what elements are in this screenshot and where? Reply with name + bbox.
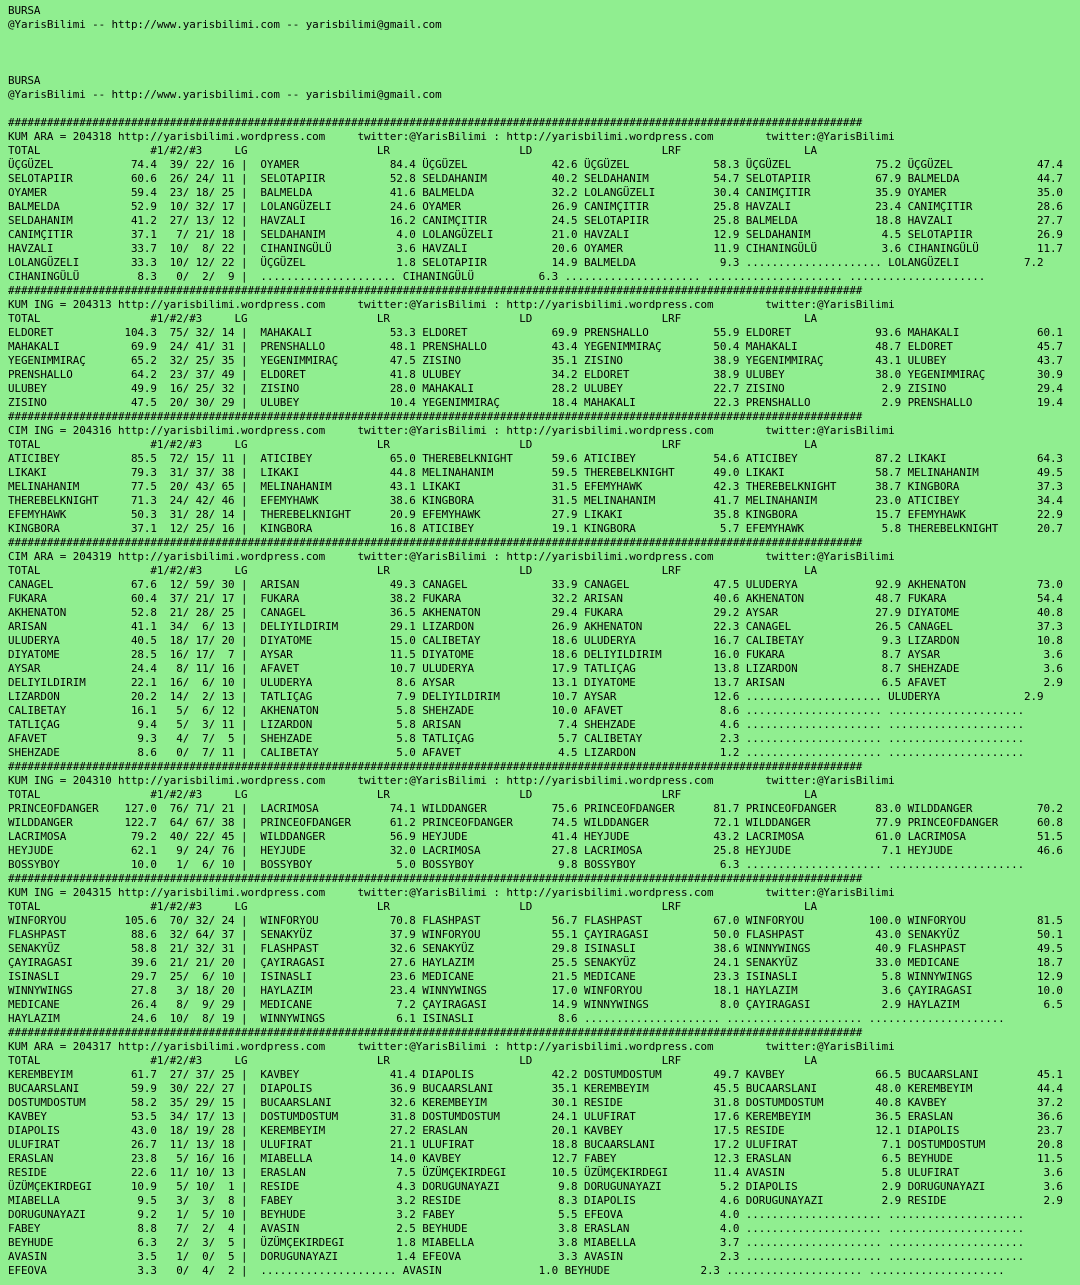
column-header-line: TOTAL #1/#2/#3 LG LR LD LRF LA: [8, 564, 817, 577]
table-row: MAHAKALI 69.9 24/ 41/ 31 | PRENSHALLO 48.1 PRENSHALLO 43.4 YEGENIMMIRAÇ 50.4 MAHAKALI 48.7 ELDORET 45.7: [8, 340, 1063, 353]
table-row: LACRIMOSA 79.2 40/ 22/ 45 | WILDDANGER 56.9 HEYJUDE 41.4 HEYJUDE 43.2 LACRIMOSA 61.0 LACRIMOSA 51.5: [8, 830, 1063, 843]
table-row: FABEY 8.8 7/ 2/ 4 | AVASIN 2.5 BEYHUDE 3.8 ERASLAN 4.0 ..................... .....................: [8, 1222, 1025, 1235]
table-row: ATICIBEY 85.5 72/ 15/ 11 | ATICIBEY 65.0 THEREBELKNIGHT 59.6 ATICIBEY 54.6 ATICIBEY 87.2 LIKAKI 64.3: [8, 452, 1063, 465]
column-header-line: TOTAL #1/#2/#3 LG LR LD LRF LA: [8, 438, 817, 451]
race-header-line: CIM ING = 204316 http://yarisbilimi.wordpress.com twitter:@YarisBilimi : http://yarisbilimi.wordpress.com twitter:@YarisBilimi: [8, 424, 895, 437]
table-row: SENAKYÜZ 58.8 21/ 32/ 31 | FLASHPAST 32.6 SENAKYÜZ 29.8 ISINASLI 38.6 WINNYWINGS 40.9 FLASHPAST 49.5: [8, 942, 1063, 955]
table-row: HAVZALI 33.7 10/ 8/ 22 | CIHANINGÜLÜ 3.6 HAVZALI 20.6 OYAMER 11.9 CIHANINGÜLÜ 3.6 CIHANINGÜLÜ 11.7: [8, 242, 1063, 255]
column-header-line: TOTAL #1/#2/#3 LG LR LD LRF LA: [8, 900, 817, 913]
table-row: DIAPOLIS 43.0 18/ 19/ 28 | KEREMBEYIM 27.2 ERASLAN 20.1 KAVBEY 17.5 RESIDE 12.1 DIAPOLIS 23.7: [8, 1124, 1063, 1137]
separator-line: ####################################################################################################################################: [8, 1026, 863, 1039]
table-row: ÜZÜMÇEKIRDEGI 10.9 5/ 10/ 1 | RESIDE 4.3 DORUGUNAYAZI 9.8 DORUGUNAYAZI 5.2 DIAPOLIS 2.9 DORUGUNAYAZI 3.6: [8, 1180, 1063, 1193]
table-row: WINNYWINGS 27.8 3/ 18/ 20 | HAYLAZIM 23.4 WINNYWINGS 17.0 WINFORYOU 18.1 HAYLAZIM 3.6 ÇAYIRAGASI 10.0: [8, 984, 1063, 997]
race-header-line: KUM ARA = 204317 http://yarisbilimi.wordpress.com twitter:@YarisBilimi : http://yarisbilimi.wordpress.com twitter:@YarisBilimi: [8, 1040, 895, 1053]
table-row: BALMELDA 52.9 10/ 32/ 17 | LOLANGÜZELI 24.6 OYAMER 26.9 CANIMÇITIR 25.8 HAVZALI 23.4 CANIMÇITIR 28.6: [8, 200, 1063, 213]
text-line: BURSA: [8, 4, 41, 17]
table-row: OYAMER 59.4 23/ 18/ 25 | BALMELDA 41.6 BALMELDA 32.2 LOLANGÜZELI 30.4 CANIMÇITIR 35.9 OYAMER 35.0: [8, 186, 1063, 199]
table-row: THEREBELKNIGHT 71.3 24/ 42/ 46 | EFEMYHAWK 38.6 KINGBORA 31.5 MELINAHANIM 41.7 MELINAHANIM 23.0 ATICIBEY 34.4: [8, 494, 1063, 507]
table-row: ISINASLI 29.7 25/ 6/ 10 | ISINASLI 23.6 MEDICANE 21.5 MEDICANE 23.3 ISINASLI 5.8 WINNYWINGS 12.9: [8, 970, 1063, 983]
table-row: RESIDE 22.6 11/ 10/ 13 | ERASLAN 7.5 ÜZÜMÇEKIRDEGI 10.5 ÜZÜMÇEKIRDEGI 11.4 AVASIN 5.8 ULUFIRAT 3.6: [8, 1166, 1063, 1179]
column-header-line: TOTAL #1/#2/#3 LG LR LD LRF LA: [8, 1054, 817, 1067]
blank-line: [8, 32, 1080, 46]
table-row: WILDDANGER 122.7 64/ 67/ 38 | PRINCEOFDANGER 61.2 PRINCEOFDANGER 74.5 WILDDANGER 72.1 WILDDANGER 77.9 PRINCEOFDANGER 60.8: [8, 816, 1063, 829]
table-row: BUCAARSLANI 59.9 30/ 22/ 27 | DIAPOLIS 36.9 BUCAARSLANI 35.1 KEREMBEYIM 45.5 BUCAARSLANI 48.0 KEREMBEYIM 44.4: [8, 1082, 1063, 1095]
table-row: ÇAYIRAGASI 39.6 21/ 21/ 20 | ÇAYIRAGASI 27.6 HAYLAZIM 25.5 SENAKYÜZ 24.1 SENAKYÜZ 33.0 MEDICANE 18.7: [8, 956, 1063, 969]
race-header-line: KUM ING = 204310 http://yarisbilimi.wordpress.com twitter:@YarisBilimi : http://yarisbilimi.wordpress.com twitter:@YarisBilimi: [8, 774, 895, 787]
blank-line: [8, 102, 1080, 116]
race-header-line: KUM ING = 204315 http://yarisbilimi.wordpress.com twitter:@YarisBilimi : http://yarisbilimi.wordpress.com twitter:@YarisBilimi: [8, 886, 895, 899]
table-row: SELOTAPIIR 60.6 26/ 24/ 11 | SELOTAPIIR 52.8 SELDAHANIM 40.2 SELDAHANIM 54.7 SELOTAPIIR 67.9 BALMELDA 44.7: [8, 172, 1063, 185]
table-row: HAYLAZIM 24.6 10/ 8/ 19 | WINNYWINGS 6.1 ISINASLI 8.6 ..................... ..................... .....................: [8, 1012, 1005, 1025]
table-row: DORUGUNAYAZI 9.2 1/ 5/ 10 | BEYHUDE 3.2 FABEY 5.5 EFEOVA 4.0 ..................... .....................: [8, 1208, 1025, 1221]
separator-line: ####################################################################################################################################: [8, 760, 863, 773]
table-row: SHEHZADE 8.6 0/ 7/ 11 | CALIBETAY 5.0 AFAVET 4.5 LIZARDON 1.2 ..................... .....................: [8, 746, 1025, 759]
table-row: FUKARA 60.4 37/ 21/ 17 | FUKARA 38.2 FUKARA 32.2 ARISAN 40.6 AKHENATON 48.7 FUKARA 54.4: [8, 592, 1063, 605]
table-row: LIZARDON 20.2 14/ 2/ 13 | TATLIÇAG 7.9 DELIYILDIRIM 10.7 AYSAR 12.6 ..................... ULUDERYA 2.9: [8, 690, 1044, 703]
separator-line: ####################################################################################################################################: [8, 410, 863, 423]
table-row: EFEOVA 3.3 0/ 4/ 2 | ..................... AVASIN 1.0 BEYHUDE 2.3 ..................... .....................: [8, 1264, 1005, 1277]
table-row: PRENSHALLO 64.2 23/ 37/ 49 | ELDORET 41.8 ULUBEY 34.2 ELDORET 38.9 ULUBEY 38.0 YEGENIMMIRAÇ 30.9: [8, 368, 1063, 381]
separator-line: ####################################################################################################################################: [8, 116, 863, 129]
table-row: HEYJUDE 62.1 9/ 24/ 76 | HEYJUDE 32.0 LACRIMOSA 27.8 LACRIMOSA 25.8 HEYJUDE 7.1 HEYJUDE 46.6: [8, 844, 1063, 857]
table-row: MEDICANE 26.4 8/ 9/ 29 | MEDICANE 7.2 ÇAYIRAGASI 14.9 WINNYWINGS 8.0 ÇAYIRAGASI 2.9 HAYLAZIM 6.5: [8, 998, 1063, 1011]
table-row: LIKAKI 79.3 31/ 37/ 38 | LIKAKI 44.8 MELINAHANIM 59.5 THEREBELKNIGHT 49.0 LIKAKI 58.7 MELINAHANIM 49.5: [8, 466, 1063, 479]
table-row: KEREMBEYIM 61.7 27/ 37/ 25 | KAVBEY 41.4 DIAPOLIS 42.2 DOSTUMDOSTUM 49.7 KAVBEY 66.5 BUCAARSLANI 45.1: [8, 1068, 1063, 1081]
table-row: CIHANINGÜLÜ 8.3 0/ 2/ 9 | ..................... CIHANINGÜLÜ 6.3 ..................... ..................... .....................: [8, 270, 986, 283]
table-row: ELDORET 104.3 75/ 32/ 14 | MAHAKALI 53.3 ELDORET 69.9 PRENSHALLO 55.9 ELDORET 93.6 MAHAKALI 60.1: [8, 326, 1063, 339]
table-row: MELINAHANIM 77.5 20/ 43/ 65 | MELINAHANIM 43.1 LIKAKI 31.5 EFEMYHAWK 42.3 THEREBELKNIGHT 38.7 KINGBORA 37.3: [8, 480, 1063, 493]
table-row: AFAVET 9.3 4/ 7/ 5 | SHEHZADE 5.8 TATLIÇAG 5.7 CALIBETAY 2.3 ..................... .....................: [8, 732, 1025, 745]
table-row: ULUFIRAT 26.7 11/ 13/ 18 | ULUFIRAT 21.1 ULUFIRAT 18.8 BUCAARSLANI 17.2 ULUFIRAT 7.1 DOSTUMDOSTUM 20.8: [8, 1138, 1063, 1151]
blank-line: [8, 46, 1080, 60]
table-row: DIYATOME 28.5 16/ 17/ 7 | AYSAR 11.5 DIYATOME 18.6 DELIYILDIRIM 16.0 FUKARA 8.7 AYSAR 3.6: [8, 648, 1063, 661]
text-line: @YarisBilimi -- http://www.yarisbilimi.com -- yarisbilimi@gmail.com: [8, 88, 442, 101]
separator-line: ####################################################################################################################################: [8, 872, 863, 885]
table-row: MIABELLA 9.5 3/ 3/ 8 | FABEY 3.2 RESIDE 8.3 DIAPOLIS 4.6 DORUGUNAYAZI 2.9 RESIDE 2.9: [8, 1194, 1063, 1207]
table-row: DELIYILDIRIM 22.1 16/ 6/ 10 | ULUDERYA 8.6 AYSAR 13.1 DIYATOME 13.7 ARISAN 6.5 AFAVET 2.9: [8, 676, 1063, 689]
blank-line: [8, 60, 1080, 74]
table-row: PRINCEOFDANGER 127.0 76/ 71/ 21 | LACRIMOSA 74.1 WILDDANGER 75.6 PRINCEOFDANGER 81.7 PRINCEOFDANGER 83.0 WILDDANGER 70.2: [8, 802, 1063, 815]
table-row: WINFORYOU 105.6 70/ 32/ 24 | WINFORYOU 70.8 FLASHPAST 56.7 FLASHPAST 67.0 WINFORYOU 100.0 WINFORYOU 81.5: [8, 914, 1063, 927]
text-line: @YarisBilimi -- http://www.yarisbilimi.com -- yarisbilimi@gmail.com: [8, 18, 442, 31]
column-header-line: TOTAL #1/#2/#3 LG LR LD LRF LA: [8, 144, 817, 157]
table-row: LOLANGÜZELI 33.3 10/ 12/ 22 | ÜÇGÜZEL 1.8 SELOTAPIIR 14.9 BALMELDA 9.3 ..................... LOLANGÜZELI 7.2: [8, 256, 1044, 269]
table-row: ARISAN 41.1 34/ 6/ 13 | DELIYILDIRIM 29.1 LIZARDON 26.9 AKHENATON 22.3 CANAGEL 26.5 CANAGEL 37.3: [8, 620, 1063, 633]
table-row: DOSTUMDOSTUM 58.2 35/ 29/ 15 | BUCAARSLANI 32.6 KEREMBEYIM 30.1 RESIDE 31.8 DOSTUMDOSTUM 40.8 KAVBEY 37.2: [8, 1096, 1063, 1109]
table-row: YEGENIMMIRAÇ 65.2 32/ 25/ 35 | YEGENIMMIRAÇ 47.5 ZISINO 35.1 ZISINO 38.9 YEGENIMMIRAÇ 43.1 ULUBEY 43.7: [8, 354, 1063, 367]
separator-line: ####################################################################################################################################: [8, 284, 863, 297]
table-row: AYSAR 24.4 8/ 11/ 16 | AFAVET 10.7 ULUDERYA 17.9 TATLIÇAG 13.8 LIZARDON 8.7 SHEHZADE 3.6: [8, 662, 1063, 675]
table-row: ULUDERYA 40.5 18/ 17/ 20 | DIYATOME 15.0 CALIBETAY 18.6 ULUDERYA 16.7 CALIBETAY 9.3 LIZARDON 10.8: [8, 634, 1063, 647]
table-row: SELDAHANIM 41.2 27/ 13/ 12 | HAVZALI 16.2 CANIMÇITIR 24.5 SELOTAPIIR 25.8 BALMELDA 18.8 HAVZALI 27.7: [8, 214, 1063, 227]
race-header-line: KUM ARA = 204318 http://yarisbilimi.wordpress.com twitter:@YarisBilimi : http://yarisbilimi.wordpress.com twitter:@YarisBilimi: [8, 130, 895, 143]
table-row: KINGBORA 37.1 12/ 25/ 16 | KINGBORA 16.8 ATICIBEY 19.1 KINGBORA 5.7 EFEMYHAWK 5.8 THEREBELKNIGHT 20.7: [8, 522, 1063, 535]
table-row: ULUBEY 49.9 16/ 25/ 32 | ZISINO 28.0 MAHAKALI 28.2 ULUBEY 22.7 ZISINO 2.9 ZISINO 29.4: [8, 382, 1063, 395]
table-row: BOSSYBOY 10.0 1/ 6/ 10 | BOSSYBOY 5.0 BOSSYBOY 9.8 BOSSYBOY 6.3 ..................... .....................: [8, 858, 1025, 871]
table-row: AKHENATON 52.8 21/ 28/ 25 | CANAGEL 36.5 AKHENATON 29.4 FUKARA 29.2 AYSAR 27.9 DIYATOME 40.8: [8, 606, 1063, 619]
column-header-line: TOTAL #1/#2/#3 LG LR LD LRF LA: [8, 788, 817, 801]
table-row: AVASIN 3.5 1/ 0/ 5 | DORUGUNAYAZI 1.4 EFEOVA 3.3 AVASIN 2.3 ..................... .....................: [8, 1250, 1025, 1263]
race-header-line: KUM ING = 204313 http://yarisbilimi.wordpress.com twitter:@YarisBilimi : http://yarisbilimi.wordpress.com twitter:@YarisBilimi: [8, 298, 895, 311]
table-row: ERASLAN 23.8 5/ 16/ 16 | MIABELLA 14.0 KAVBEY 12.7 FABEY 12.3 ERASLAN 6.5 BEYHUDE 11.5: [8, 1152, 1063, 1165]
table-row: CALIBETAY 16.1 5/ 6/ 12 | AKHENATON 5.8 SHEHZADE 10.0 AFAVET 8.6 ..................... .....................: [8, 704, 1025, 717]
separator-line: ####################################################################################################################################: [8, 536, 863, 549]
table-row: CANAGEL 67.6 12/ 59/ 30 | ARISAN 49.3 CANAGEL 33.9 CANAGEL 47.5 ULUDERYA 92.9 AKHENATON 73.0: [8, 578, 1063, 591]
table-row: KAVBEY 53.5 34/ 17/ 13 | DOSTUMDOSTUM 31.8 DOSTUMDOSTUM 24.1 ULUFIRAT 17.6 KEREMBEYIM 36.5 ERASLAN 36.6: [8, 1110, 1063, 1123]
text-line: BURSA: [8, 74, 41, 87]
table-row: BEYHUDE 6.3 2/ 3/ 5 | ÜZÜMÇEKIRDEGI 1.8 MIABELLA 3.8 MIABELLA 3.7 ..................... .....................: [8, 1236, 1025, 1249]
race-header-line: CIM ARA = 204319 http://yarisbilimi.wordpress.com twitter:@YarisBilimi : http://yarisbilimi.wordpress.com twitter:@YarisBilimi: [8, 550, 895, 563]
column-header-line: TOTAL #1/#2/#3 LG LR LD LRF LA: [8, 312, 817, 325]
table-row: EFEMYHAWK 50.3 31/ 28/ 14 | THEREBELKNIGHT 20.9 EFEMYHAWK 27.9 LIKAKI 35.8 KINGBORA 15.7 EFEMYHAWK 22.9: [8, 508, 1063, 521]
table-row: TATLIÇAG 9.4 5/ 3/ 11 | LIZARDON 5.8 ARISAN 7.4 SHEHZADE 4.6 ..................... .....................: [8, 718, 1025, 731]
table-row: ÜÇGÜZEL 74.4 39/ 22/ 16 | OYAMER 84.4 ÜÇGÜZEL 42.6 ÜÇGÜZEL 58.3 ÜÇGÜZEL 75.2 ÜÇGÜZEL 47.4: [8, 158, 1063, 171]
table-row: ZISINO 47.5 20/ 30/ 29 | ULUBEY 10.4 YEGENIMMIRAÇ 18.4 MAHAKALI 22.3 PRENSHALLO 2.9 PRENSHALLO 19.4: [8, 396, 1063, 409]
table-row: FLASHPAST 88.6 32/ 64/ 37 | SENAKYÜZ 37.9 WINFORYOU 55.1 ÇAYIRAGASI 50.0 FLASHPAST 43.0 SENAKYÜZ 50.1: [8, 928, 1063, 941]
table-row: CANIMÇITIR 37.1 7/ 21/ 18 | SELDAHANIM 4.0 LOLANGÜZELI 21.0 HAVZALI 12.9 SELDAHANIM 4.5 SELOTAPIIR 26.9: [8, 228, 1063, 241]
